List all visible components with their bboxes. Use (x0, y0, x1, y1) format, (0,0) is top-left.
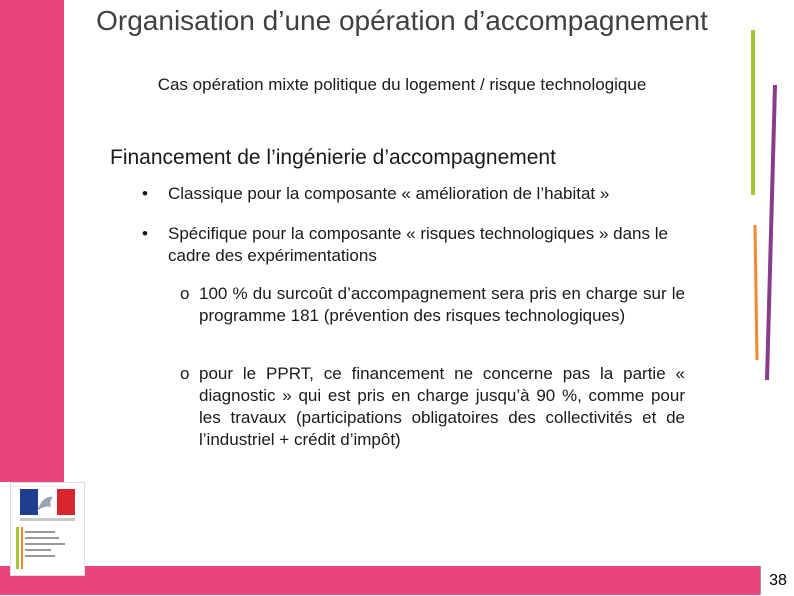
bullet-text: Spécifique pour la composante « risques technologiques » dans le cadre des expérimentations (168, 224, 668, 265)
bullet-marker: • (142, 224, 148, 243)
bullet-classique (142, 183, 702, 205)
page-number: 38 (760, 566, 794, 595)
bullet-marker: • (142, 184, 148, 203)
sub-bullet-text: pour le PPRT, ce financement ne concerne pas la partie « diagnostic » qui est pris en charge jusqu’à 90 %, comme pour les travaux (participations obligatoires des collectivités et de l’industriel + crédit d’impôt) (199, 364, 685, 449)
bottom-pink-band (0, 566, 794, 595)
section-heading: Financement de l’ingénierie d’accompagnement (110, 146, 556, 169)
sub-bullet-surcout (180, 283, 685, 327)
sub-bullet-pprt (180, 363, 685, 451)
bullet-text: Classique pour la composante « amélioration de l’habitat » (168, 184, 610, 203)
colored-stripes-icon (745, 25, 785, 385)
sub-bullet-marker: o (180, 284, 190, 303)
page-subtitle: Cas opération mixte politique du logement / risque technologique (157, 75, 647, 94)
left-pink-band (0, 0, 64, 482)
sub-bullet-text: 100 % du surcoût d’accompagnement sera pris en charge sur le programme 181 (prévention des risques technologiques) (199, 284, 685, 325)
page-title: Organisation d’une opération d’accompagnement (96, 5, 708, 36)
bullet-specifique (142, 223, 702, 267)
marianne-logo (10, 482, 85, 576)
marianne-logo-icon (11, 483, 84, 575)
sub-bullet-marker: o (180, 364, 190, 383)
